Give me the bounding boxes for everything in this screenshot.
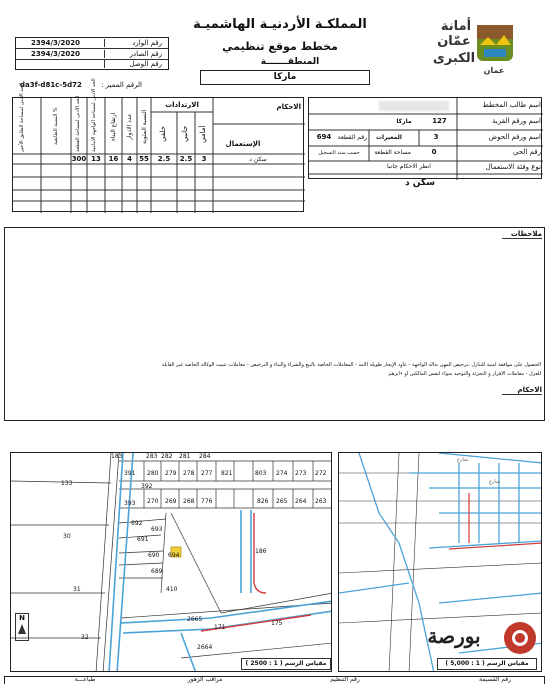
svg-text:803: 803: [255, 470, 267, 477]
detail-map-drawing: [11, 453, 332, 672]
col-extra: الحد الأدنى لمساحة الطابق الأخير: [19, 82, 25, 152]
col-coverage: النسبة المئوية: [141, 109, 148, 145]
plan-title: مخطط موقع تنظيمي: [222, 40, 338, 53]
svg-text:284: 284: [199, 453, 211, 460]
svg-text:410: 410: [166, 586, 178, 593]
svg-text:ﺷﺎﺭﻉ: ﺷﺎﺭﻉ: [489, 479, 501, 485]
svg-text:264: 264: [295, 498, 307, 505]
region-value: ماركا: [273, 72, 297, 82]
region-box: [200, 70, 370, 85]
logo-text-bottom: الكبرى: [432, 51, 476, 66]
svg-text:392: 392: [141, 483, 153, 490]
col-frontage: الحد الادنى لمساحة الواجهة الامامية: [91, 78, 97, 152]
notes-text-line2: للعزل - معاملات الافراز و التجزئة والتوحيد سواء لنفس المالكين او •ابرهم: [388, 371, 541, 377]
row-rear: 2.5: [157, 155, 171, 163]
usage-header: الإستعمال: [225, 140, 261, 148]
row-coverage: 55: [139, 155, 149, 163]
logo-script: عمان: [483, 66, 505, 75]
north-arrow-icon: [15, 613, 29, 641]
district-label: رقم الحي: [512, 148, 541, 156]
row-height: 16: [108, 155, 119, 163]
distinct-number-label: الرقم المميز :: [101, 81, 142, 89]
svg-text:183: 183: [111, 453, 123, 460]
svg-text:272: 272: [315, 470, 327, 477]
distinct-number-value: da3f-d81c-5d72: [20, 81, 82, 89]
basin-number: 3: [433, 133, 439, 141]
outgoing-number: 2394/3/2020: [31, 50, 80, 58]
incoming-label: رقم الوارد: [104, 39, 164, 47]
col-min-area: الحد الادنى لمساحة القطعة: [75, 95, 81, 152]
overview-map-scale: مقياس الرسم ( 1 : 5,000 ): [437, 658, 537, 670]
svg-text:ﺷﺎﺭﻉ: ﺷﺎﺭﻉ: [457, 457, 469, 463]
svg-text:171: 171: [214, 624, 226, 631]
svg-text:277: 277: [201, 470, 213, 477]
area-label: مساحة القطعة: [374, 149, 411, 156]
svg-text:690: 690: [148, 552, 160, 559]
use-value: انظر الاحكام جانبا: [387, 163, 431, 170]
svg-text:263: 263: [315, 498, 327, 505]
footer-cell-4: طباعـــة: [74, 676, 96, 683]
svg-text:274: 274: [276, 470, 288, 477]
basin-name: المغيرات: [376, 134, 402, 141]
incoming-number: 2394/3/2020: [31, 39, 80, 47]
svg-text:282: 282: [161, 453, 173, 460]
svg-text:186: 186: [255, 548, 267, 555]
col-floors: عدد الادوار: [126, 113, 133, 141]
area-value: حسب سند التسجيل: [318, 150, 360, 156]
district-number: 0: [431, 148, 437, 156]
footer-cell-3: مراقب الزهور: [187, 676, 223, 683]
svg-text:691: 691: [137, 536, 149, 543]
col-height: ارتفاع البناء: [110, 112, 117, 142]
setbacks-header: الارتدادات: [165, 101, 199, 109]
svg-text:280: 280: [147, 470, 159, 477]
svg-text:32: 32: [81, 634, 89, 641]
basin-label: اسم ورقم الحوض: [488, 133, 541, 141]
applicant-label: اسم طالب المخطط: [482, 101, 541, 109]
region-label: المنطقـــــــة: [260, 57, 320, 67]
village-number: 127: [432, 117, 447, 125]
svg-text:30: 30: [63, 533, 71, 540]
svg-text:269: 269: [165, 498, 177, 505]
svg-text:273: 273: [295, 470, 307, 477]
svg-text:133: 133: [61, 480, 73, 487]
row-frontage: 13: [91, 155, 101, 163]
notes-box: [4, 227, 545, 421]
village-label: اسم ورقم القرية: [492, 117, 541, 125]
zone-value: سكن د: [405, 178, 435, 188]
col-side: جانبي: [181, 125, 189, 143]
logo-text-mid: عمّان: [437, 34, 471, 49]
svg-text:391: 391: [124, 470, 136, 477]
svg-text:826: 826: [257, 498, 269, 505]
svg-text:692: 692: [131, 520, 143, 527]
svg-text:265: 265: [276, 498, 288, 505]
svg-text:821: 821: [221, 470, 233, 477]
row-side: 2.5: [179, 155, 193, 163]
col-front: أمامي: [199, 125, 207, 143]
receipt-label: رقم الوصل: [104, 60, 164, 68]
logo-text-top: أمانة: [440, 19, 472, 34]
watermark-logo: [408, 620, 542, 656]
svg-text:270: 270: [147, 498, 159, 505]
outgoing-label: رقم الصادر: [104, 50, 164, 58]
svg-text:2665: 2665: [187, 616, 203, 623]
svg-text:694: 694: [168, 552, 180, 559]
notes-title: ملاحظات: [502, 230, 542, 239]
rules-header: الاحكام: [276, 103, 301, 111]
reference-table: [15, 37, 169, 70]
footer-cell-1: رقم القسيمة: [478, 676, 512, 683]
row-floors: 4: [127, 155, 132, 163]
svg-text:175: 175: [271, 620, 283, 627]
svg-text:776: 776: [201, 498, 213, 505]
svg-text:2664: 2664: [197, 644, 213, 651]
kingdom-title: المملكـة الأردنيـة الهاشميـة: [193, 17, 367, 32]
watermark-text: بورصة: [427, 624, 481, 648]
watermark-emblem-icon: [504, 622, 536, 654]
footer-table: [4, 676, 545, 684]
svg-text:279: 279: [165, 470, 177, 477]
row-usage: سكن د: [249, 156, 267, 163]
svg-text:393: 393: [124, 500, 136, 507]
footer-cell-2: رقم التنظيم: [330, 676, 360, 683]
svg-text:693: 693: [151, 526, 163, 533]
svg-text:278: 278: [183, 470, 195, 477]
svg-text:268: 268: [183, 498, 195, 505]
svg-text:31: 31: [73, 586, 81, 593]
detail-map: [10, 452, 332, 672]
north-label: N: [19, 614, 25, 622]
svg-text:281: 281: [179, 453, 191, 460]
parcel-info-table: [308, 97, 542, 179]
rules-title: الاحكام: [502, 386, 542, 395]
svg-text:689: 689: [151, 568, 163, 575]
svg-text:283: 283: [146, 453, 158, 460]
col-rear: خلفي: [159, 125, 167, 143]
village-name: ماركا: [396, 118, 412, 125]
notes-text-line1: الحصول على موافقة امنية للتنازل ،ترخيص المهن بدالة الواجهة - عاود الإيجار طويلة الامد - المعاملات الخاصة بالبيع والشراء والبناء و الترخيص - معاملات تثبيت الوكالة الخاصة غير القابلة: [161, 362, 541, 368]
plot-number: 694: [316, 133, 332, 141]
plot-label: رقم القطعة: [337, 134, 367, 141]
amman-logo: [430, 15, 542, 77]
row-min-area: 300: [71, 155, 87, 163]
detail-map-scale: مقياس الرسم ( 1 : 2500 ): [241, 658, 331, 670]
col-ratio: النسبة الطابقية %: [53, 107, 59, 145]
use-label: نوع وفئة الاستعمال: [485, 163, 541, 171]
row-front: 3: [201, 155, 207, 163]
applicant-name-redacted: [379, 101, 449, 111]
